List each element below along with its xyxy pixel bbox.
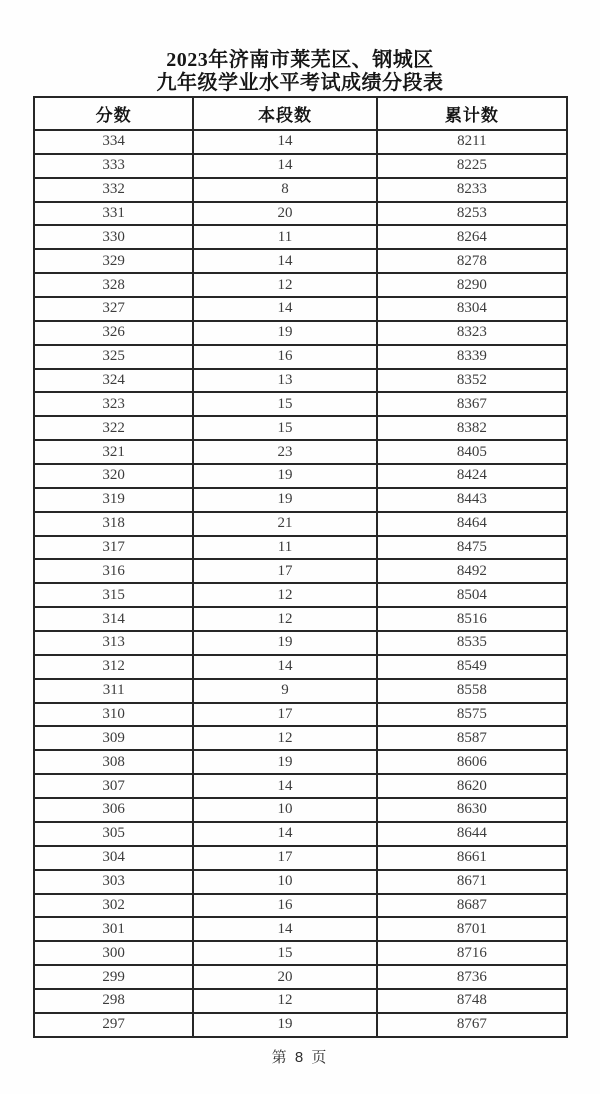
table-row xyxy=(34,774,567,798)
score-cell: 308 xyxy=(34,750,193,774)
segment-count-cell: 14 xyxy=(193,822,376,846)
table-row xyxy=(34,607,567,631)
cumulative-count-cell: 8475 xyxy=(377,536,567,560)
segment-count-cell: 15 xyxy=(193,941,376,965)
table-row xyxy=(34,726,567,750)
table-row xyxy=(34,822,567,846)
cumulative-count-cell: 8264 xyxy=(377,225,567,249)
segment-count-cell: 14 xyxy=(193,655,376,679)
segment-count-cell: 19 xyxy=(193,464,376,488)
segment-count-cell: 17 xyxy=(193,846,376,870)
table-row xyxy=(34,1013,567,1037)
score-cell: 307 xyxy=(34,774,193,798)
cumulative-count-cell: 8382 xyxy=(377,416,567,440)
page-title-line1: 2023年济南市莱芜区、钢城区 xyxy=(166,49,434,71)
segment-count-cell: 19 xyxy=(193,1013,376,1037)
table-row xyxy=(34,917,567,941)
score-cell: 327 xyxy=(34,297,193,321)
table-row xyxy=(34,416,567,440)
cumulative-count-cell: 8558 xyxy=(377,679,567,703)
score-cell: 309 xyxy=(34,726,193,750)
score-cell: 326 xyxy=(34,321,193,345)
segment-count-cell: 14 xyxy=(193,774,376,798)
cumulative-count-cell: 8767 xyxy=(377,1013,567,1037)
cumulative-count-cell: 8225 xyxy=(377,154,567,178)
score-cell: 331 xyxy=(34,202,193,226)
score-cell: 301 xyxy=(34,917,193,941)
header-score: 分数 xyxy=(34,97,193,130)
table-row xyxy=(34,249,567,273)
segment-count-cell: 12 xyxy=(193,607,376,631)
score-cell: 333 xyxy=(34,154,193,178)
cumulative-count-cell: 8535 xyxy=(377,631,567,655)
segment-count-cell: 17 xyxy=(193,703,376,727)
table-row xyxy=(34,870,567,894)
cumulative-count-cell: 8405 xyxy=(377,440,567,464)
table-row xyxy=(34,369,567,393)
segment-count-cell: 12 xyxy=(193,273,376,297)
header-segment-count: 本段数 xyxy=(193,97,376,130)
segment-count-cell: 16 xyxy=(193,894,376,918)
cumulative-count-cell: 8464 xyxy=(377,512,567,536)
score-cell: 310 xyxy=(34,703,193,727)
table-row xyxy=(34,583,567,607)
score-cell: 334 xyxy=(34,130,193,154)
score-cell: 315 xyxy=(34,583,193,607)
segment-count-cell: 15 xyxy=(193,416,376,440)
page-number: 第 8 页 xyxy=(271,1049,329,1066)
cumulative-count-cell: 8516 xyxy=(377,607,567,631)
cumulative-count-cell: 8443 xyxy=(377,488,567,512)
score-cell: 314 xyxy=(34,607,193,631)
segment-count-cell: 17 xyxy=(193,559,376,583)
score-cell: 332 xyxy=(34,178,193,202)
score-cell: 298 xyxy=(34,989,193,1013)
segment-count-cell: 12 xyxy=(193,989,376,1013)
table-row xyxy=(34,679,567,703)
cumulative-count-cell: 8504 xyxy=(377,583,567,607)
segment-count-cell: 11 xyxy=(193,225,376,249)
table-row xyxy=(34,273,567,297)
cumulative-count-cell: 8323 xyxy=(377,321,567,345)
cumulative-count-cell: 8290 xyxy=(377,273,567,297)
cumulative-count-cell: 8661 xyxy=(377,846,567,870)
segment-count-cell: 23 xyxy=(193,440,376,464)
score-cell: 323 xyxy=(34,392,193,416)
segment-count-cell: 8 xyxy=(193,178,376,202)
table-header xyxy=(34,97,567,130)
table-row xyxy=(34,989,567,1013)
segment-count-cell: 19 xyxy=(193,321,376,345)
segment-count-cell: 12 xyxy=(193,726,376,750)
cumulative-count-cell: 8671 xyxy=(377,870,567,894)
table-row xyxy=(34,345,567,369)
cumulative-count-cell: 8492 xyxy=(377,559,567,583)
score-cell: 322 xyxy=(34,416,193,440)
table-row xyxy=(34,655,567,679)
cumulative-count-cell: 8644 xyxy=(377,822,567,846)
header-row xyxy=(34,97,567,130)
segment-count-cell: 15 xyxy=(193,392,376,416)
table-row xyxy=(34,846,567,870)
table-row xyxy=(34,464,567,488)
score-cell: 325 xyxy=(34,345,193,369)
score-cell: 305 xyxy=(34,822,193,846)
score-cell: 299 xyxy=(34,965,193,989)
cumulative-count-cell: 8630 xyxy=(377,798,567,822)
table-row xyxy=(34,130,567,154)
header-cumulative-count: 累计数 xyxy=(377,97,567,130)
segment-count-cell: 14 xyxy=(193,297,376,321)
score-cell: 306 xyxy=(34,798,193,822)
page-title-line2: 九年级学业水平考试成绩分段表 xyxy=(156,72,444,94)
table-row xyxy=(34,798,567,822)
segment-count-cell: 16 xyxy=(193,345,376,369)
table-row xyxy=(34,750,567,774)
segment-count-cell: 11 xyxy=(193,536,376,560)
score-cell: 330 xyxy=(34,225,193,249)
segment-count-cell: 14 xyxy=(193,154,376,178)
cumulative-count-cell: 8687 xyxy=(377,894,567,918)
score-cell: 328 xyxy=(34,273,193,297)
cumulative-count-cell: 8716 xyxy=(377,941,567,965)
table-row xyxy=(34,154,567,178)
cumulative-count-cell: 8748 xyxy=(377,989,567,1013)
cumulative-count-cell: 8575 xyxy=(377,703,567,727)
segment-count-cell: 13 xyxy=(193,369,376,393)
score-cell: 303 xyxy=(34,870,193,894)
segment-count-cell: 21 xyxy=(193,512,376,536)
table-row xyxy=(34,178,567,202)
table-row xyxy=(34,225,567,249)
score-distribution-table xyxy=(33,96,568,1038)
table-body xyxy=(34,130,567,1037)
table-row xyxy=(34,321,567,345)
score-cell: 318 xyxy=(34,512,193,536)
cumulative-count-cell: 8339 xyxy=(377,345,567,369)
table-row xyxy=(34,941,567,965)
score-cell: 321 xyxy=(34,440,193,464)
cumulative-count-cell: 8211 xyxy=(377,130,567,154)
cumulative-count-cell: 8549 xyxy=(377,655,567,679)
segment-count-cell: 14 xyxy=(193,917,376,941)
segment-count-cell: 14 xyxy=(193,249,376,273)
cumulative-count-cell: 8367 xyxy=(377,392,567,416)
table-row xyxy=(34,297,567,321)
segment-count-cell: 19 xyxy=(193,488,376,512)
segment-count-cell: 14 xyxy=(193,130,376,154)
segment-count-cell: 12 xyxy=(193,583,376,607)
cumulative-count-cell: 8253 xyxy=(377,202,567,226)
segment-count-cell: 19 xyxy=(193,750,376,774)
score-cell: 319 xyxy=(34,488,193,512)
cumulative-count-cell: 8606 xyxy=(377,750,567,774)
score-cell: 313 xyxy=(34,631,193,655)
segment-count-cell: 20 xyxy=(193,202,376,226)
segment-count-cell: 19 xyxy=(193,631,376,655)
score-cell: 302 xyxy=(34,894,193,918)
score-cell: 316 xyxy=(34,559,193,583)
page-title xyxy=(0,49,600,95)
cumulative-count-cell: 8701 xyxy=(377,917,567,941)
cumulative-count-cell: 8233 xyxy=(377,178,567,202)
cumulative-count-cell: 8736 xyxy=(377,965,567,989)
table-row xyxy=(34,536,567,560)
segment-count-cell: 9 xyxy=(193,679,376,703)
table-row xyxy=(34,894,567,918)
score-cell: 300 xyxy=(34,941,193,965)
segment-count-cell: 20 xyxy=(193,965,376,989)
score-cell: 297 xyxy=(34,1013,193,1037)
cumulative-count-cell: 8587 xyxy=(377,726,567,750)
score-cell: 312 xyxy=(34,655,193,679)
score-cell: 304 xyxy=(34,846,193,870)
table-row xyxy=(34,392,567,416)
score-cell: 311 xyxy=(34,679,193,703)
table-row xyxy=(34,512,567,536)
segment-count-cell: 10 xyxy=(193,798,376,822)
cumulative-count-cell: 8278 xyxy=(377,249,567,273)
table-row xyxy=(34,202,567,226)
cumulative-count-cell: 8424 xyxy=(377,464,567,488)
score-cell: 317 xyxy=(34,536,193,560)
segment-count-cell: 10 xyxy=(193,870,376,894)
score-cell: 320 xyxy=(34,464,193,488)
cumulative-count-cell: 8352 xyxy=(377,369,567,393)
table-row xyxy=(34,631,567,655)
table-row xyxy=(34,559,567,583)
cumulative-count-cell: 8304 xyxy=(377,297,567,321)
score-cell: 324 xyxy=(34,369,193,393)
table-row xyxy=(34,440,567,464)
table-row xyxy=(34,703,567,727)
cumulative-count-cell: 8620 xyxy=(377,774,567,798)
score-cell: 329 xyxy=(34,249,193,273)
table-row xyxy=(34,965,567,989)
table-row xyxy=(34,488,567,512)
